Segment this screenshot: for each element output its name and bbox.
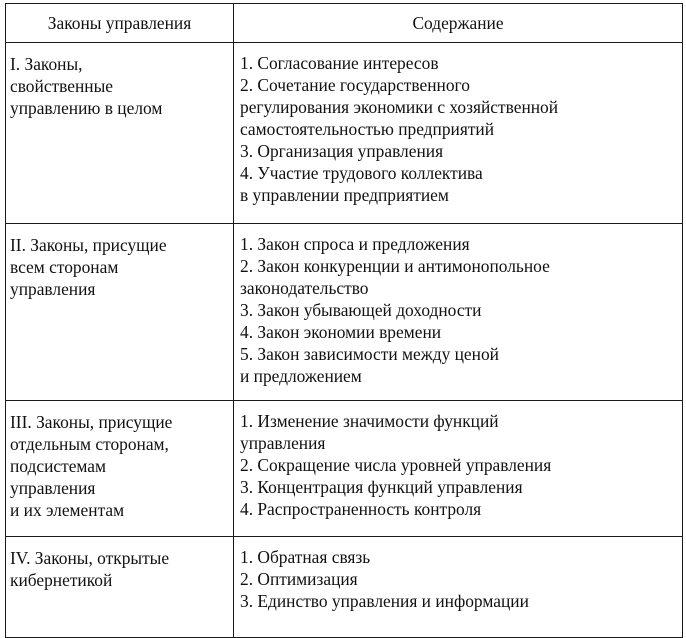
content-line: регулирования экономики с хозяйственной	[240, 97, 559, 117]
content-line: 1. Обратная связь	[240, 547, 371, 567]
laws-table	[5, 3, 683, 638]
content-line: 2. Сочетание государственного	[240, 75, 470, 95]
law-line: управления	[10, 279, 96, 299]
content-line: 5. Закон зависимости между ценой	[240, 344, 499, 364]
content-line: в управлении предприятием	[240, 185, 449, 205]
content-line: 3. Закон убывающей доходности	[240, 300, 482, 320]
law-cell	[6, 43, 234, 224]
law-line: управления	[10, 478, 96, 498]
law-line: и их элементам	[10, 500, 125, 520]
content-line: 1. Закон спроса и предложения	[240, 234, 470, 254]
law-line: IV. Законы, открытые	[10, 548, 170, 568]
content-line: 4. Участие трудового коллектива	[240, 163, 483, 183]
content-line: 3. Концентрация функций управления	[240, 477, 523, 497]
content-line: 1. Изменение значимости функций	[240, 411, 499, 431]
law-line: кибернетикой	[10, 570, 113, 590]
law-cell	[6, 537, 234, 638]
law-cell	[6, 224, 234, 401]
content-line: 3. Организация управления	[240, 141, 444, 161]
law-line: II. Законы, присущие	[10, 235, 167, 255]
law-line: свойственные	[10, 76, 113, 96]
content-line: управления	[240, 433, 326, 453]
content-line: 3. Единство управления и информации	[240, 591, 529, 611]
content-line: 4. Распространенность контроля	[240, 499, 482, 519]
law-line: отдельным сторонам,	[10, 434, 169, 454]
law-line: I. Законы,	[10, 54, 83, 74]
table-row	[6, 224, 683, 401]
law-line: III. Законы, присущие	[10, 412, 173, 432]
laws-table-container	[5, 3, 682, 611]
content-cell	[234, 43, 683, 224]
content-line: 2. Закон конкуренции и антимонопольное	[240, 256, 550, 276]
content-line: 2. Сокращение числа уровней управления	[240, 455, 552, 475]
law-cell	[6, 401, 234, 537]
header-content: Содержание	[234, 4, 683, 43]
content-line: 4. Закон экономии времени	[240, 322, 442, 342]
header-laws: Законы управления	[6, 4, 234, 43]
law-line: подсистемам	[10, 456, 107, 476]
table-row	[6, 401, 683, 537]
content-line: законодательство	[240, 278, 369, 298]
table-row	[6, 43, 683, 224]
content-cell	[234, 537, 683, 638]
content-line: 1. Согласование интересов	[240, 53, 439, 73]
table-row	[6, 537, 683, 638]
law-line: всем сторонам	[10, 257, 119, 277]
content-line: самостоятельностью предприятий	[240, 119, 495, 139]
content-line: 2. Оптимизация	[240, 569, 358, 589]
content-cell	[234, 224, 683, 401]
table-header-row	[6, 4, 683, 43]
content-line: и предложением	[240, 366, 362, 386]
law-line: управлению в целом	[10, 98, 163, 118]
content-cell	[234, 401, 683, 537]
